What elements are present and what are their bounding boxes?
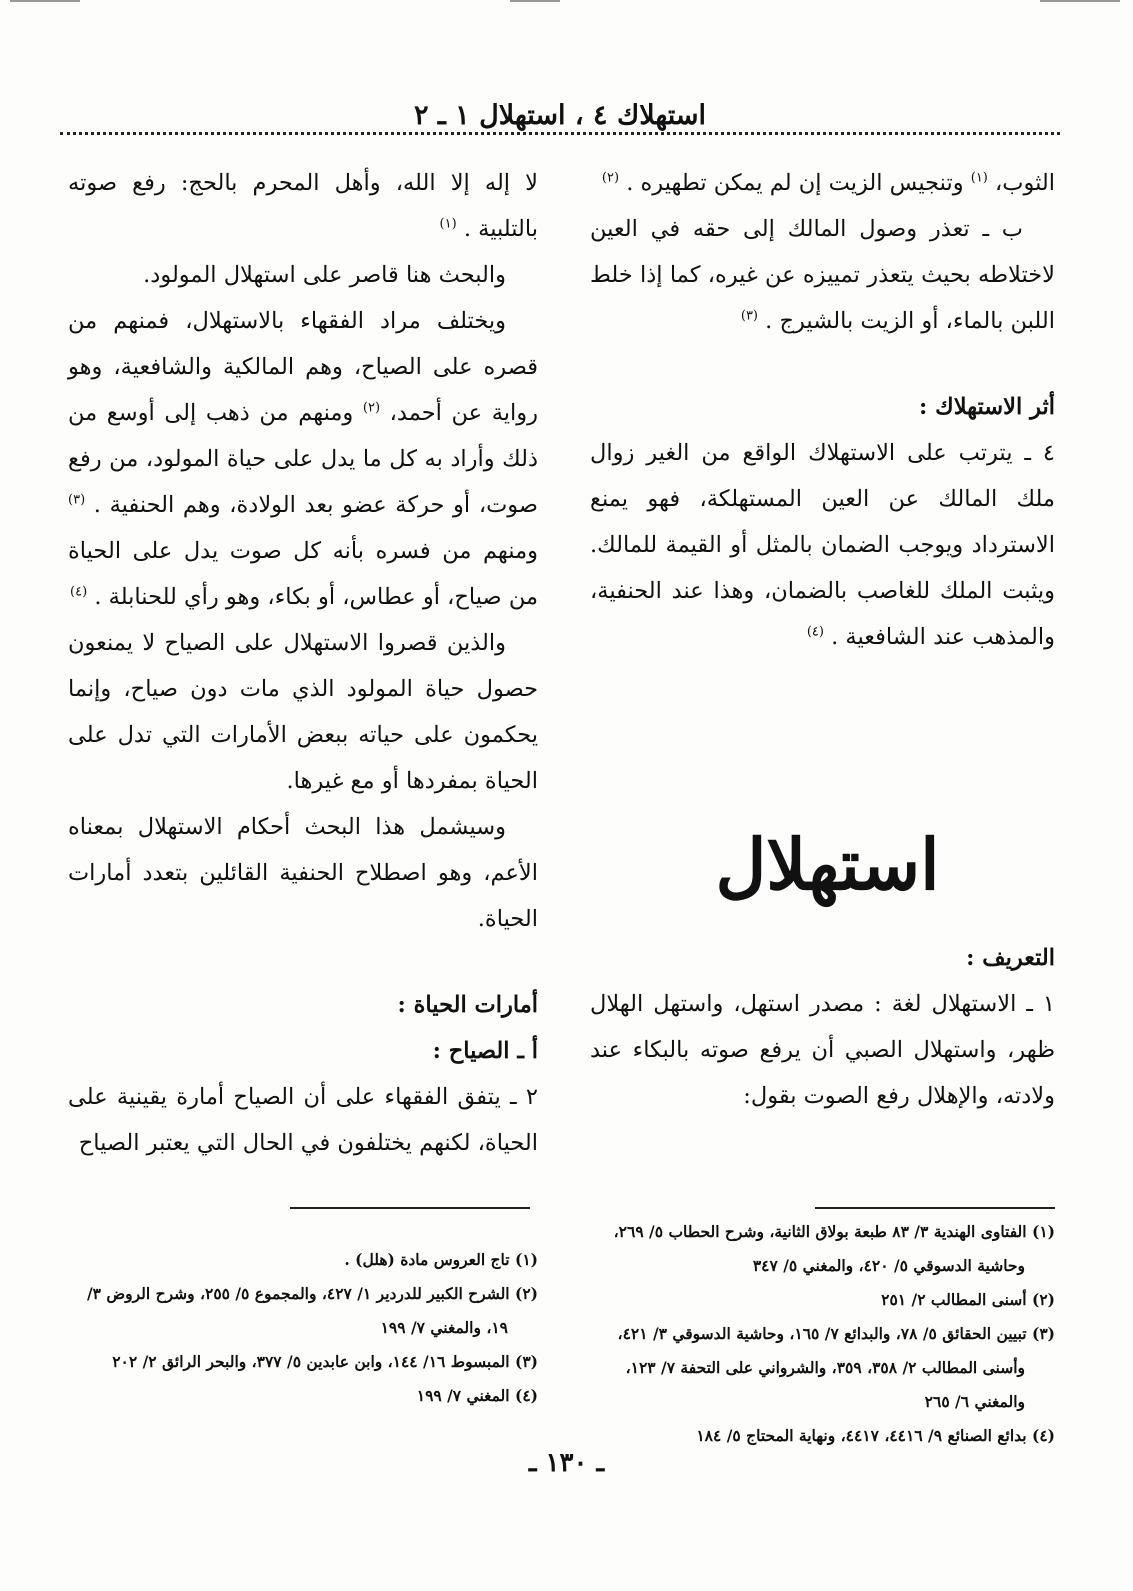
paragraph: وسيشمل هذا البحث أحكام الاستهلال بمعناه الأعم، وهو اصطلاح الحنفية القائلين بتعدد أمارات الحياة. — [68, 814, 538, 932]
footnote-rule — [815, 1207, 1055, 1209]
footnote: (٢) أسنى المطالب ٢/ ٢٥١ — [881, 1290, 1055, 1309]
scan-artifact — [10, 0, 80, 2]
footnote: (٤) بدائع الصنائع ٩/ ٤٤١٦، ٤٤١٧، ونهاية المحتاج ٥/ ١٨٤ — [696, 1426, 1055, 1445]
footnote: (٤) المغني ٧/ ١٩٩ — [416, 1386, 538, 1405]
footnote: (٣) تبيين الحقائق ٥/ ٧٨، والبدائع ٧/ ١٦٥، وحاشية الدسوقي ٣/ ٤٢١، وأسنى المطالب ٢/ ٣٥٨، ٣٥٩، والشرواني على التحفة ٧/ ١٢٣، والمغني ٦/ ٢٦٥ — [617, 1324, 1055, 1411]
paragraph: لا إله إلا الله، وأهل المحرم بالحج: رفع صوته بالتلبية . $^{(١)}$ — [68, 170, 538, 242]
footnote: (١) الفتاوى الهندية ٣/ ٨٣ طبعة بولاق الثانية، وشرح الحطاب ٥/ ٢٦٩، وحاشية الدسوقي ٥/ ٤٢٠، والمغني ٥/ ٣٤٧ — [613, 1222, 1055, 1275]
footnote-ref[interactable]: (٤) — [806, 624, 824, 640]
paragraph: ١ ـ الاستهلال لغة : مصدر استهل، واستهل الهلال ظهر، واستهلال الصبي أن يرفع صوته بالبكاء عند ولادته، والإهلال رفع الصوت بقول: — [590, 991, 1055, 1109]
entry-title: استهلال — [715, 823, 940, 906]
paragraph: ٢ ـ يتفق الفقهاء على أن الصياح أمارة يقينية على الحياة، لكنهم يختلفون في الحال التي يعتبر الصياح — [68, 1084, 538, 1156]
footnote-ref[interactable]: (٣) — [68, 492, 86, 508]
paragraph: والبحث هنا قاصر على استهلال المولود. — [143, 262, 506, 288]
scan-artifact — [510, 0, 560, 2]
subsection-heading: أ ـ الصياح : — [432, 1038, 538, 1064]
section-heading: أثر الاستهلاك : — [919, 394, 1055, 420]
paragraph: ويختلف مراد الفقهاء بالاستهلال، فمنهم من قصره على الصياح، وهم المالكية والشافعية، وهو رواية عن أحمد، $^{(٢)}$ ومنهم من ذهب إلى أوسع من ذلك وأراد به كل ما يدل على حياة المولود، من رفع صوت، أو حركة عضو بعد الولادة، وهم الحنفية . $^{(٣)}$ ومنهم من فسره بأنه كل صوت يدل على الحياة من صياح، أو عطاس، أو بكاء، وهو رأي للحنابلة . $^{(٤)}$ — [68, 308, 539, 610]
footnote-ref[interactable]: (١) — [439, 216, 457, 232]
paragraph: ٤ ـ يترتب على الاستهلاك الواقع من الغير زوال ملك المالك عن العين المستهلكة، فهو يمنع الاسترداد ويوجب الضمان بالمثل أو القيمة للمالك. ويثبت الملك للغاصب بالضمان، وهذا عند الحنفية، والمذهب عند الشافعية . $^{(٤)}$ — [590, 440, 1055, 650]
section-heading: أمارات الحياة : — [397, 992, 538, 1018]
paragraph: والذين قصروا الاستهلال على الصياح لا يمنعون حصول حياة المولود الذي مات دون صياح، وإنما يحكمون على حياته ببعض الأمارات التي تدل على الحياة بمفردها أو مع غيرها. — [68, 630, 538, 794]
footnotes-left — [68, 1243, 538, 1413]
definition-section — [590, 935, 1055, 1119]
footnote-rule — [290, 1207, 530, 1209]
spacer — [68, 942, 538, 982]
footnote-ref[interactable]: (٢) — [601, 170, 620, 186]
footnote-ref[interactable]: (١) — [970, 170, 988, 186]
section-heading: التعريف : — [966, 945, 1055, 971]
left-column — [68, 160, 538, 1166]
spacer — [590, 344, 1055, 384]
right-column — [590, 160, 1055, 660]
scan-artifact — [1040, 0, 1120, 2]
paragraph: ب ـ تعذر وصول المالك إلى حقه في العين لاختلاطه بحيث يتعذر تمييزه عن غيره، كما إذا خلط اللبن بالماء، أو الزيت بالشيرج . $^{(٣)}$ — [590, 216, 1055, 334]
paragraph: الثوب، $^{(١)}$ وتنجيس الزيت إن لم يمكن تطهيره . $^{(٢)}$ — [601, 170, 1055, 196]
footnote-ref[interactable]: (٢) — [362, 400, 381, 416]
page-number: ـ ١٣٠ ـ — [528, 1448, 605, 1478]
footnotes-right — [590, 1215, 1055, 1453]
footnote-ref[interactable]: (٣) — [740, 308, 758, 324]
footnote: (١) تاج العروس مادة (هلل) . — [344, 1250, 538, 1269]
footnote: (٣) المبسوط ١٦/ ١٤٤، وابن عابدين ٥/ ٣٧٧، والبحر الرائق ٢/ ٢٠٢ — [112, 1352, 538, 1371]
footnote-ref[interactable]: (٤) — [70, 584, 88, 600]
footnote: (٢) الشرح الكبير للدردير ١/ ٤٢٧، والمجموع ٥/ ٢٥٥، وشرح الروض ٣/ ١٩، والمغني ٧/ ١٩٩ — [86, 1284, 538, 1337]
header-dotted-rule — [60, 132, 1060, 135]
running-header: استهلاك ٤ ، استهلال ١ ـ ٢ — [413, 100, 707, 131]
